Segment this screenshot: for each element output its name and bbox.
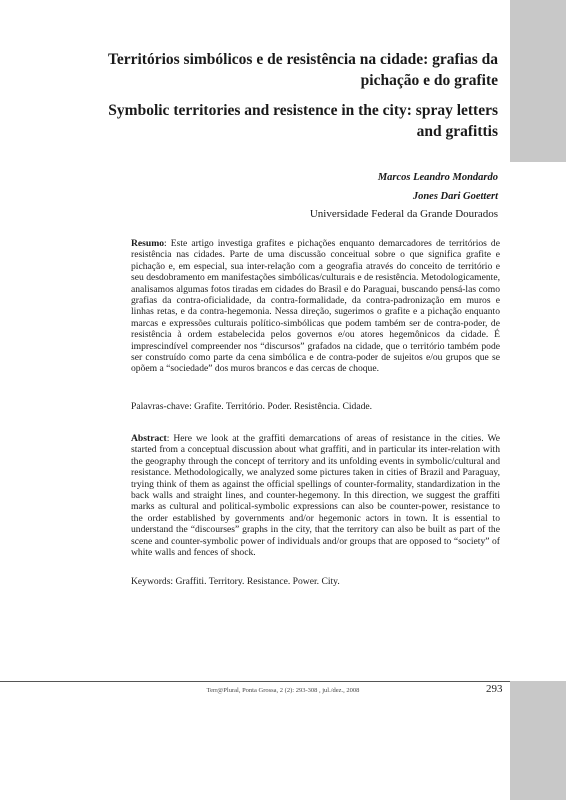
title-portuguese: Territórios simbólicos e de resistência na cidade: grafias da pichação e do grafite (107, 51, 498, 89)
abstract-text: : Here we look at the graffiti demarcations of areas of resistance in the cities. We started from a conceptual discussion about what graffiti, and in particular its inter-relation with the geography through the concept of territory and its unfolding events in symbolic/cultural and resistance. Methodologically, we analyzed some pictures taken in cities of Brazil and Paraguay, trying think of them as against the official spellings of counter-formality, standardization in the back walls and straight lines, and counter-hegemony. In this direction, we suggest the graffiti marks as cultural and political-symbolic expressions can also be counter-power, resistance to the order established by governments and/or hegemonic actors in town. It is essential to understand the “discourses” graphs in the city, that the territory can also be built as part of the scene and counter-symbolic power of individuals and/or groups that are opposed to “society” of white walls and fences of shock. (131, 433, 500, 559)
keywords: Keywords: Graffiti. Territory. Resistance. Power. City. (131, 576, 340, 587)
palavras-chave: Palavras-chave: Grafite. Território. Poder. Resistência. Cidade. (131, 401, 373, 412)
page-number: 293 (486, 683, 503, 695)
resumo-text: : Este artigo investiga grafites e pichações enquanto demarcadores de territórios de resistência nas cidades. Parte de uma discussão conceitual sobre o que significa grafite e pichação e, em especial, sua inter-relação com a geografia através do conceito de território e seu desdobramento em manifestações simbólicas/culturais e de resistência. Metodologicamente, analisamos algumas fotos tiradas em cidades do Brasil e do Paraguai, buscando pensá-las como grafias da contra-oficialidade, da contra-formalidade, da contra-padronização em muros e linhas retas, e da contra-hegemonia. Nessa direção, sugerimos o grafite e a pichação enquanto marcas e expressões culturais político-simbólicas que podem também ser de contra-poder, de resistência à ordem estabelecida pelos governos e/ou atores hegemônicos da cidade. É imprescindível compreender nos “discursos” grafados na cidade, que o território também pode ser construído como parte da cena simbólica e de contra-poder de sujeitos e/ou grupos que se opõem a “sociedade” dos muros brancos e das cercas de choque. (131, 238, 500, 375)
side-tab-top (510, 0, 566, 162)
resumo-paragraph (131, 238, 500, 375)
abstract-paragraph (131, 433, 500, 558)
journal-footer: Terr@Plural, Ponta Grossa, 2 (2): 293-308 , jul./dez., 2008 (206, 687, 360, 694)
affiliation: Universidade Federal da Grande Dourados (309, 208, 498, 220)
footer-rule (0, 681, 510, 682)
side-tab-bottom (510, 681, 566, 800)
author-2: Jones Dari Goettert (412, 191, 498, 202)
resumo-label: Resumo (131, 238, 165, 249)
title-english: Symbolic territories and resistence in the city: spray letters and grafittis (108, 102, 498, 140)
author-1: Marcos Leandro Mondardo (377, 172, 498, 183)
abstract-label: Abstract (131, 433, 167, 444)
